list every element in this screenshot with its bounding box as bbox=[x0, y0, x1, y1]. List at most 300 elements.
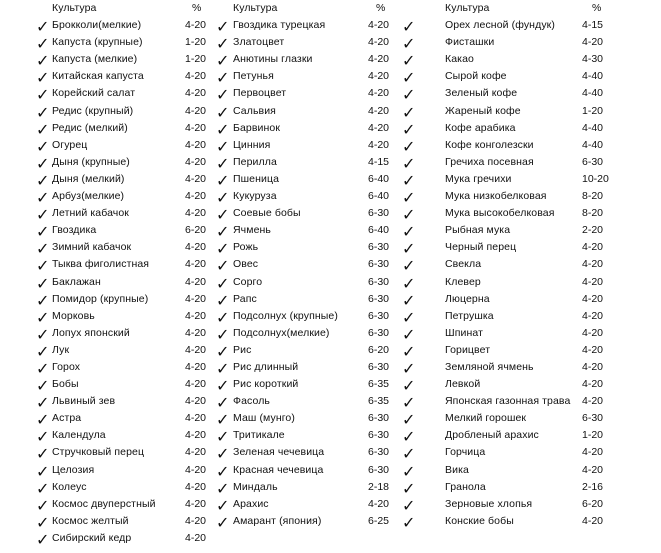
culture-percent: 4-20 bbox=[185, 275, 207, 288]
culture-name: Брокколи(мелкие) bbox=[52, 19, 142, 32]
culture-percent: 6-35 bbox=[368, 395, 390, 408]
culture-name: Ячмень bbox=[233, 224, 271, 237]
culture-name: Люцерна bbox=[445, 292, 490, 305]
checkmark-icon: ✓ bbox=[36, 188, 50, 208]
checkmark-icon: ✓ bbox=[216, 136, 230, 156]
checkmark-icon: ✓ bbox=[402, 341, 416, 361]
table-row bbox=[216, 222, 396, 242]
culture-percent: 4-20 bbox=[582, 241, 604, 254]
checkmark-icon: ✓ bbox=[402, 205, 416, 225]
culture-percent: 4-20 bbox=[185, 497, 207, 510]
culture-name: Овес bbox=[233, 258, 259, 271]
culture-name: Красная чечевица bbox=[233, 463, 324, 476]
culture-percent: 4-15 bbox=[368, 155, 390, 168]
checkmark-icon: ✓ bbox=[36, 34, 50, 54]
culture-percent: 4-20 bbox=[185, 190, 207, 203]
checkmark-icon: ✓ bbox=[36, 136, 50, 156]
culture-percent: 2-16 bbox=[582, 480, 604, 493]
culture-percent: 4-20 bbox=[582, 395, 604, 408]
table-row bbox=[36, 154, 208, 171]
culture-name: Гвоздика турецкая bbox=[233, 19, 326, 32]
table-row bbox=[400, 342, 610, 359]
culture-percent: 4-20 bbox=[185, 343, 207, 356]
checkmark-icon: ✓ bbox=[36, 119, 50, 139]
table-row bbox=[36, 68, 208, 88]
checkmark-icon: ✓ bbox=[402, 410, 416, 430]
checkmark-icon: ✓ bbox=[216, 222, 230, 242]
culture-name: Зеленый кофе bbox=[445, 87, 518, 100]
table-row bbox=[36, 205, 208, 225]
culture-name: Рожь bbox=[233, 241, 259, 254]
table-row bbox=[216, 137, 396, 154]
culture-percent: 4-20 bbox=[185, 207, 207, 220]
checkmark-icon: ✓ bbox=[216, 205, 230, 225]
culture-percent: 4-20 bbox=[185, 172, 207, 185]
checkmark-icon: ✓ bbox=[216, 34, 230, 54]
table-row bbox=[36, 513, 208, 530]
checkmark-icon: ✓ bbox=[36, 256, 50, 276]
table-row bbox=[216, 188, 396, 208]
culture-percent: 4-20 bbox=[185, 309, 207, 322]
checkmark-icon: ✓ bbox=[216, 358, 230, 378]
table-row bbox=[400, 325, 610, 342]
culture-percent: 4-20 bbox=[185, 138, 207, 151]
checkmark-icon: ✓ bbox=[402, 444, 416, 464]
culture-percent: 4-20 bbox=[185, 429, 207, 442]
culture-percent: 4-20 bbox=[368, 19, 390, 32]
culture-name: Зимний кабачок bbox=[52, 241, 132, 254]
culture-percent: 6-40 bbox=[368, 172, 390, 185]
checkmark-icon: ✓ bbox=[402, 461, 416, 481]
table-row bbox=[36, 308, 208, 325]
culture-percent: 6-30 bbox=[582, 412, 604, 425]
culture-name: Лопух японский bbox=[52, 326, 130, 339]
culture-name: Маш (мунго) bbox=[233, 412, 295, 425]
culture-name: Огурец bbox=[52, 138, 88, 151]
culture-name: Пшеница bbox=[233, 172, 280, 185]
culture-percent: 6-30 bbox=[582, 155, 604, 168]
culture-percent: 4-20 bbox=[185, 19, 207, 32]
culture-name: Горчица bbox=[445, 446, 486, 459]
checkmark-icon: ✓ bbox=[216, 119, 230, 139]
culture-percent: 4-20 bbox=[368, 53, 390, 66]
culture-name: Конские бобы bbox=[445, 514, 514, 527]
culture-name: Гречиха посевная bbox=[445, 155, 534, 168]
checkmark-icon: ✓ bbox=[402, 17, 416, 37]
checkmark-icon: ✓ bbox=[36, 427, 50, 447]
culture-percent: 4-20 bbox=[582, 446, 604, 459]
table-row bbox=[36, 85, 208, 105]
table-row bbox=[400, 239, 610, 259]
checkmark-icon: ✓ bbox=[402, 376, 416, 396]
table-row bbox=[400, 34, 610, 54]
checkmark-icon: ✓ bbox=[216, 341, 230, 361]
checkmark-icon: ✓ bbox=[216, 85, 230, 105]
table-row bbox=[400, 68, 610, 88]
checkmark-icon: ✓ bbox=[402, 222, 416, 242]
checkmark-icon: ✓ bbox=[36, 512, 50, 532]
table-row bbox=[36, 222, 208, 242]
culture-percent: 4-20 bbox=[185, 480, 207, 493]
table-row bbox=[216, 103, 396, 120]
table-row bbox=[400, 496, 610, 513]
culture-percent: 2-20 bbox=[582, 224, 604, 237]
table-row bbox=[400, 513, 610, 530]
culture-name: Тыква фиголистная bbox=[52, 258, 150, 271]
culture-name: Какао bbox=[445, 53, 474, 66]
culture-percent: 4-20 bbox=[185, 258, 207, 271]
culture-percent: 4-40 bbox=[582, 138, 604, 151]
table-row bbox=[400, 17, 610, 37]
table-row bbox=[36, 342, 208, 359]
table-row bbox=[36, 188, 208, 208]
table-row bbox=[216, 205, 396, 225]
checkmark-icon: ✓ bbox=[36, 393, 50, 413]
table-row bbox=[36, 530, 208, 547]
checkmark-icon: ✓ bbox=[216, 68, 230, 88]
checkmark-icon: ✓ bbox=[36, 290, 50, 310]
culture-percent: 8-20 bbox=[582, 190, 604, 203]
culture-name: Стручковый перец bbox=[52, 446, 145, 459]
culture-percent: 4-40 bbox=[582, 70, 604, 83]
header-culture: Культура bbox=[445, 2, 490, 14]
header-culture: Культура bbox=[233, 2, 278, 14]
checkmark-icon: ✓ bbox=[216, 188, 230, 208]
table-row bbox=[400, 188, 610, 208]
checkmark-icon: ✓ bbox=[216, 495, 230, 515]
checkmark-icon: ✓ bbox=[36, 273, 50, 293]
culture-percent: 4-20 bbox=[368, 497, 390, 510]
culture-name: Корейский салат bbox=[52, 87, 136, 100]
culture-percent: 1-20 bbox=[185, 53, 207, 66]
table-row bbox=[400, 154, 610, 171]
table-row bbox=[36, 239, 208, 259]
table-row bbox=[216, 513, 396, 530]
culture-percent: 4-20 bbox=[368, 138, 390, 151]
culture-percent: 4-20 bbox=[582, 275, 604, 288]
header-percent: % bbox=[376, 2, 386, 14]
culture-percent: 4-40 bbox=[582, 121, 604, 134]
table-row bbox=[400, 171, 610, 188]
culture-percent: 6-40 bbox=[368, 224, 390, 237]
culture-name: Лук bbox=[52, 343, 70, 356]
culture-name: Подсолнух (крупные) bbox=[233, 309, 338, 322]
table-row bbox=[216, 291, 396, 308]
culture-percent: 10-20 bbox=[582, 172, 609, 185]
checkmark-icon: ✓ bbox=[36, 205, 50, 225]
checkmark-icon: ✓ bbox=[36, 410, 50, 430]
culture-name: Кофе арабика bbox=[445, 121, 516, 134]
culture-name: Японская газонная трава bbox=[445, 395, 571, 408]
culture-name: Рис длинный bbox=[233, 360, 299, 373]
culture-percent: 4-20 bbox=[185, 70, 207, 83]
checkmark-icon: ✓ bbox=[402, 102, 416, 122]
culture-percent: 4-20 bbox=[185, 241, 207, 254]
culture-name: Соевые бобы bbox=[233, 207, 301, 220]
culture-name: Сибирский кедр bbox=[52, 531, 132, 544]
culture-name: Зеленая чечевица bbox=[233, 446, 325, 459]
culture-percent: 1-20 bbox=[582, 429, 604, 442]
culture-percent: 6-30 bbox=[368, 207, 390, 220]
culture-name: Горицвет bbox=[445, 343, 491, 356]
culture-name: Земляной ячмень bbox=[445, 360, 534, 373]
checkmark-icon: ✓ bbox=[216, 461, 230, 481]
table-row bbox=[216, 325, 396, 342]
table-row bbox=[400, 308, 610, 325]
culture-percent: 4-20 bbox=[368, 87, 390, 100]
culture-name: Редис (мелкий) bbox=[52, 121, 128, 134]
checkmark-icon: ✓ bbox=[402, 273, 416, 293]
culture-name: Капуста (мелкие) bbox=[52, 53, 138, 66]
table-row bbox=[400, 85, 610, 105]
culture-name: Мука низкобелковая bbox=[445, 190, 547, 203]
table-row bbox=[36, 479, 208, 496]
table-row bbox=[216, 256, 396, 276]
culture-percent: 6-30 bbox=[368, 275, 390, 288]
culture-name: Златоцвет bbox=[233, 36, 285, 49]
table-row bbox=[400, 120, 610, 137]
culture-percent: 6-30 bbox=[368, 446, 390, 459]
culture-percent: 8-20 bbox=[582, 207, 604, 220]
checkmark-icon: ✓ bbox=[36, 478, 50, 498]
table-row bbox=[216, 85, 396, 105]
culture-percent: 4-20 bbox=[582, 258, 604, 271]
culture-percent: 6-35 bbox=[368, 378, 390, 391]
table-row bbox=[36, 376, 208, 396]
checkmark-icon: ✓ bbox=[402, 358, 416, 378]
table-row bbox=[36, 462, 208, 479]
table-row bbox=[36, 444, 208, 464]
column-header bbox=[400, 0, 610, 17]
culture-name: Барвинок bbox=[233, 121, 281, 134]
culture-percent: 6-30 bbox=[368, 360, 390, 373]
culture-name: Кофе конголезски bbox=[445, 138, 534, 151]
checkmark-icon: ✓ bbox=[216, 290, 230, 310]
culture-name: Рапс bbox=[233, 292, 257, 305]
table-row bbox=[36, 274, 208, 291]
checkmark-icon: ✓ bbox=[402, 393, 416, 413]
table-row bbox=[216, 239, 396, 259]
table-row bbox=[216, 274, 396, 291]
culture-name: Сырой кофе bbox=[445, 70, 507, 83]
culture-percent: 6-30 bbox=[368, 326, 390, 339]
table-row bbox=[216, 68, 396, 88]
culture-percent: 4-20 bbox=[582, 326, 604, 339]
culture-name: Зерновые хлопья bbox=[445, 497, 533, 510]
culture-percent: 4-20 bbox=[582, 463, 604, 476]
culture-percent: 6-25 bbox=[368, 514, 390, 527]
table-row bbox=[36, 120, 208, 137]
table-row bbox=[216, 359, 396, 376]
header-percent: % bbox=[592, 2, 602, 14]
checkmark-icon: ✓ bbox=[402, 290, 416, 310]
checkmark-icon: ✓ bbox=[216, 444, 230, 464]
checkmark-icon: ✓ bbox=[216, 51, 230, 71]
checkmark-icon: ✓ bbox=[36, 324, 50, 344]
checkmark-icon: ✓ bbox=[402, 85, 416, 105]
culture-name: Баклажан bbox=[52, 275, 101, 288]
checkmark-icon: ✓ bbox=[402, 239, 416, 259]
table-row bbox=[216, 154, 396, 171]
table-row bbox=[216, 308, 396, 325]
checkmark-icon: ✓ bbox=[36, 341, 50, 361]
culture-percent: 4-20 bbox=[185, 463, 207, 476]
culture-percent: 4-20 bbox=[185, 514, 207, 527]
table-row bbox=[400, 393, 610, 413]
table-row bbox=[36, 51, 208, 71]
culture-name: Календула bbox=[52, 429, 106, 442]
culture-name: Мука гречихи bbox=[445, 172, 512, 185]
culture-percent: 4-20 bbox=[582, 514, 604, 527]
culture-name: Морковь bbox=[52, 309, 95, 322]
table-row bbox=[36, 17, 208, 37]
column-header bbox=[216, 0, 396, 17]
culture-name: Левкой bbox=[445, 378, 481, 391]
table-row bbox=[36, 103, 208, 120]
checkmark-icon: ✓ bbox=[216, 273, 230, 293]
table-row bbox=[216, 427, 396, 447]
culture-percent: 4-20 bbox=[368, 70, 390, 83]
table-row bbox=[216, 376, 396, 396]
table-row bbox=[400, 222, 610, 242]
culture-name: Гранола bbox=[445, 480, 486, 493]
checkmark-icon: ✓ bbox=[402, 153, 416, 173]
checkmark-icon: ✓ bbox=[402, 119, 416, 139]
culture-percent: 4-30 bbox=[582, 53, 604, 66]
checkmark-icon: ✓ bbox=[216, 410, 230, 430]
table-row bbox=[400, 359, 610, 376]
checkmark-icon: ✓ bbox=[36, 85, 50, 105]
checkmark-icon: ✓ bbox=[402, 136, 416, 156]
table-row bbox=[400, 444, 610, 464]
checkmark-icon: ✓ bbox=[402, 68, 416, 88]
culture-percent: 4-20 bbox=[368, 36, 390, 49]
checkmark-icon: ✓ bbox=[36, 495, 50, 515]
culture-name: Клевер bbox=[445, 275, 481, 288]
culture-percent: 4-20 bbox=[185, 446, 207, 459]
table-row bbox=[216, 51, 396, 71]
culture-percent: 4-20 bbox=[582, 36, 604, 49]
culture-name: Рис bbox=[233, 343, 252, 356]
table-row bbox=[36, 171, 208, 188]
checkmark-icon: ✓ bbox=[36, 444, 50, 464]
checkmark-icon: ✓ bbox=[216, 376, 230, 396]
culture-percent: 4-20 bbox=[185, 104, 207, 117]
culture-percent: 4-20 bbox=[368, 104, 390, 117]
column-rows bbox=[36, 17, 208, 547]
checkmark-icon: ✓ bbox=[216, 427, 230, 447]
culture-percent: 6-30 bbox=[368, 309, 390, 322]
checkmark-icon: ✓ bbox=[402, 307, 416, 327]
culture-name: Шпинат bbox=[445, 326, 483, 339]
table-row bbox=[400, 410, 610, 430]
table-row bbox=[36, 410, 208, 430]
checkmark-icon: ✓ bbox=[402, 324, 416, 344]
table-row bbox=[36, 359, 208, 376]
checkmark-icon: ✓ bbox=[216, 170, 230, 190]
culture-name: Мелкий горошек bbox=[445, 412, 527, 425]
culture-name: Свекла bbox=[445, 258, 482, 271]
culture-name: Львиный зев bbox=[52, 395, 116, 408]
culture-percent: 6-20 bbox=[368, 343, 390, 356]
table-column-1 bbox=[36, 0, 208, 547]
culture-name: Летний кабачок bbox=[52, 207, 129, 220]
culture-percent: 6-30 bbox=[368, 463, 390, 476]
table-row bbox=[400, 51, 610, 71]
culture-percent: 4-20 bbox=[368, 121, 390, 134]
culture-percent: 6-20 bbox=[582, 497, 604, 510]
culture-name: Дробленый арахис bbox=[445, 429, 539, 442]
culture-name: Редис (крупный) bbox=[52, 104, 134, 117]
culture-percent: 6-30 bbox=[368, 292, 390, 305]
culture-percent: 6-30 bbox=[368, 429, 390, 442]
culture-name: Фисташки bbox=[445, 36, 495, 49]
checkmark-icon: ✓ bbox=[402, 34, 416, 54]
culture-percent: 6-30 bbox=[368, 258, 390, 271]
table-row bbox=[400, 462, 610, 479]
checkmark-icon: ✓ bbox=[36, 358, 50, 378]
table-row bbox=[216, 171, 396, 188]
checkmark-icon: ✓ bbox=[402, 188, 416, 208]
culture-name: Сорго bbox=[233, 275, 263, 288]
table-row bbox=[400, 291, 610, 308]
culture-name: Петунья bbox=[233, 70, 274, 83]
culture-name: Черный перец bbox=[445, 241, 517, 254]
checkmark-icon: ✓ bbox=[402, 51, 416, 71]
checkmark-icon: ✓ bbox=[402, 495, 416, 515]
culture-name: Рыбная мука bbox=[445, 224, 511, 237]
culture-name: Тритикале bbox=[233, 429, 285, 442]
culture-name: Космос двуперстный bbox=[52, 497, 156, 510]
culture-name: Арахис bbox=[233, 497, 269, 510]
table-row bbox=[400, 274, 610, 291]
culture-name: Сальвия bbox=[233, 104, 276, 117]
culture-name: Жареный кофе bbox=[445, 104, 521, 117]
culture-percent: 4-20 bbox=[582, 360, 604, 373]
table-row bbox=[216, 393, 396, 413]
culture-name: Орех лесной (фундук) bbox=[445, 19, 555, 32]
culture-name: Бобы bbox=[52, 378, 79, 391]
culture-name: Дыня (крупные) bbox=[52, 155, 130, 168]
culture-name: Фасоль bbox=[233, 395, 270, 408]
checkmark-icon: ✓ bbox=[36, 17, 50, 37]
table-column-2 bbox=[216, 0, 396, 530]
table-row bbox=[400, 256, 610, 276]
culture-name: Целозия bbox=[52, 463, 95, 476]
table-row bbox=[216, 496, 396, 513]
table-row bbox=[400, 205, 610, 225]
culture-percent: 4-20 bbox=[185, 395, 207, 408]
culture-percent: 4-20 bbox=[185, 326, 207, 339]
culture-name: Петрушка bbox=[445, 309, 494, 322]
checkmark-icon: ✓ bbox=[36, 170, 50, 190]
culture-name: Астра bbox=[52, 412, 82, 425]
culture-percent: 4-20 bbox=[185, 412, 207, 425]
culture-percent: 6-30 bbox=[368, 241, 390, 254]
culture-name: Китайская капуста bbox=[52, 70, 144, 83]
checkmark-icon: ✓ bbox=[216, 307, 230, 327]
table-row bbox=[36, 291, 208, 308]
table-row bbox=[36, 34, 208, 54]
table-row bbox=[36, 137, 208, 154]
table-row bbox=[216, 410, 396, 430]
table-row bbox=[36, 427, 208, 447]
culture-name: Цинния bbox=[233, 138, 271, 151]
culture-percent: 4-20 bbox=[185, 292, 207, 305]
culture-name: Горох bbox=[52, 360, 81, 373]
column-rows bbox=[400, 17, 610, 530]
culture-percent: 4-20 bbox=[185, 531, 207, 544]
